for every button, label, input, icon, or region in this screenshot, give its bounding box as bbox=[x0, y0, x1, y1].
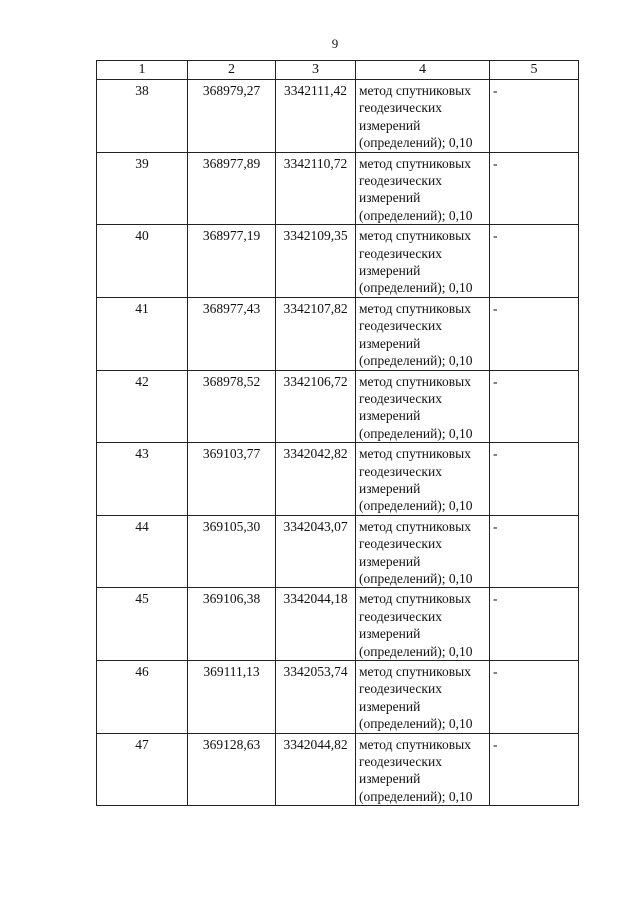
method-accuracy: метод спутниковых геодезических измерений (определений); 0,10 bbox=[356, 515, 490, 588]
table-row bbox=[97, 152, 579, 225]
note: - bbox=[490, 443, 579, 516]
point-number: 41 bbox=[97, 297, 188, 370]
note: - bbox=[490, 370, 579, 443]
table-row bbox=[97, 443, 579, 516]
note: - bbox=[490, 733, 579, 806]
point-number: 42 bbox=[97, 370, 188, 443]
note: - bbox=[490, 515, 579, 588]
coordinate-x: 369106,38 bbox=[188, 588, 276, 661]
coordinate-y: 3342110,72 bbox=[276, 152, 356, 225]
note: - bbox=[490, 152, 579, 225]
coordinate-y: 3342107,82 bbox=[276, 297, 356, 370]
point-number: 43 bbox=[97, 443, 188, 516]
note: - bbox=[490, 225, 579, 298]
point-number: 40 bbox=[97, 225, 188, 298]
method-accuracy: метод спутниковых геодезических измерений (определений); 0,10 bbox=[356, 661, 490, 734]
coordinate-y: 3342111,42 bbox=[276, 80, 356, 153]
coordinate-x: 368977,43 bbox=[188, 297, 276, 370]
method-accuracy: метод спутниковых геодезических измерений (определений); 0,10 bbox=[356, 297, 490, 370]
page-number: 9 bbox=[331, 36, 339, 51]
method-accuracy: метод спутниковых геодезических измерений (определений); 0,10 bbox=[356, 588, 490, 661]
coordinate-y: 3342106,72 bbox=[276, 370, 356, 443]
column-header-1: 1 bbox=[97, 61, 188, 80]
coordinate-y: 3342109,35 bbox=[276, 225, 356, 298]
note: - bbox=[490, 80, 579, 153]
point-number: 44 bbox=[97, 515, 188, 588]
column-header-2: 2 bbox=[188, 61, 276, 80]
coordinate-y: 3342043,07 bbox=[276, 515, 356, 588]
column-header-5: 5 bbox=[490, 61, 579, 80]
table-row bbox=[97, 225, 579, 298]
coordinate-y: 3342044,82 bbox=[276, 733, 356, 806]
column-header-3: 3 bbox=[276, 61, 356, 80]
note: - bbox=[490, 297, 579, 370]
table-row bbox=[97, 588, 579, 661]
coordinate-y: 3342044,18 bbox=[276, 588, 356, 661]
method-accuracy: метод спутниковых геодезических измерений (определений); 0,10 bbox=[356, 225, 490, 298]
table-body bbox=[97, 80, 579, 806]
point-number: 39 bbox=[97, 152, 188, 225]
note: - bbox=[490, 661, 579, 734]
table-row bbox=[97, 80, 579, 153]
coordinate-x: 369111,13 bbox=[188, 661, 276, 734]
coordinate-x: 369105,30 bbox=[188, 515, 276, 588]
table-row bbox=[97, 733, 579, 806]
note: - bbox=[490, 588, 579, 661]
table-row bbox=[97, 370, 579, 443]
method-accuracy: метод спутниковых геодезических измерений (определений); 0,10 bbox=[356, 443, 490, 516]
coordinate-y: 3342042,82 bbox=[276, 443, 356, 516]
point-number: 38 bbox=[97, 80, 188, 153]
table-row bbox=[97, 515, 579, 588]
point-number: 45 bbox=[97, 588, 188, 661]
header-row bbox=[97, 61, 579, 80]
coordinate-y: 3342053,74 bbox=[276, 661, 356, 734]
method-accuracy: метод спутниковых геодезических измерений (определений); 0,10 bbox=[356, 370, 490, 443]
coordinate-x: 368979,27 bbox=[188, 80, 276, 153]
coordinate-x: 369103,77 bbox=[188, 443, 276, 516]
point-number: 46 bbox=[97, 661, 188, 734]
method-accuracy: метод спутниковых геодезических измерений (определений); 0,10 bbox=[356, 152, 490, 225]
column-header-4: 4 bbox=[356, 61, 490, 80]
coordinate-x: 368977,89 bbox=[188, 152, 276, 225]
method-accuracy: метод спутниковых геодезических измерений (определений); 0,10 bbox=[356, 80, 490, 153]
coordinates-table bbox=[96, 60, 579, 806]
table-row bbox=[97, 297, 579, 370]
point-number: 47 bbox=[97, 733, 188, 806]
coordinate-x: 369128,63 bbox=[188, 733, 276, 806]
method-accuracy: метод спутниковых геодезических измерений (определений); 0,10 bbox=[356, 733, 490, 806]
table-row bbox=[97, 661, 579, 734]
coordinate-x: 368977,19 bbox=[188, 225, 276, 298]
coordinate-x: 368978,52 bbox=[188, 370, 276, 443]
